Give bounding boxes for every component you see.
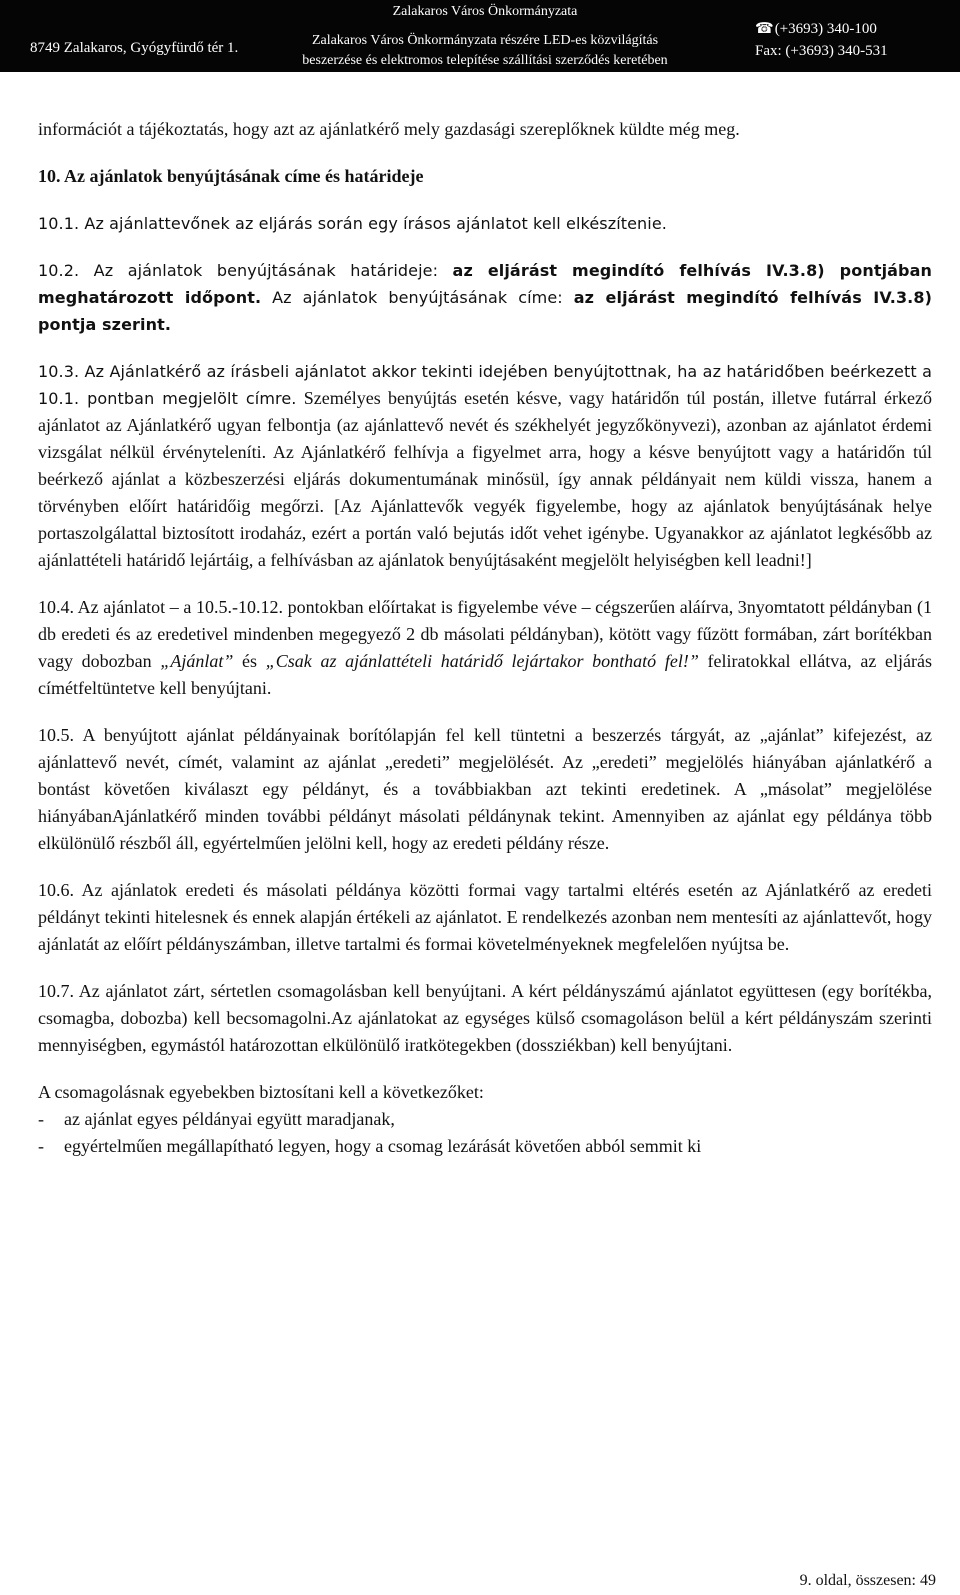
list-marker: - — [38, 1136, 44, 1156]
paragraph-10-7: 10.7. Az ajánlatot zárt, sértetlen csomagolásban kell benyújtani. A kért példányszámú ajánlatot együttesen (egy borítékba, csomagba, dobozba) kell becsomagolni.Az ajánlatokat az egységes külső csomagoláson belül a kért példányszám szerinti mennyiségben, egymástól határozottan elkülönülő iratkötegekben (dossziékban) kell benyújtani. — [38, 981, 932, 1055]
p10-2-bold-d: az eljárást megindító felhívás IV.3.8) pontja szerint. — [38, 288, 932, 334]
page-number: 9. oldal, összesen: 49 — [799, 1572, 936, 1589]
paragraph-10-2 — [38, 257, 932, 338]
p10-4-italic-d: „Csak az ajánlattételi határidő lejártakor bontható fel!” — [265, 651, 699, 671]
p10-3-text-b: Személyes benyújtás esetén késve, vagy határidőn túl postán, illetve futárral érkező ajánlatot az Ajánlatkérő ugyan felbontja (az ajánlattevő nevét és székhelyét jegyzőkönyvezi), azonban az ajánlatot érdemi vizsgálat nélkül érvényteleníti. — [38, 388, 932, 462]
paragraph-10-4 — [38, 594, 932, 702]
header-project-line1: Zalakaros Város Önkormányzata részére LED-es közvilágítás — [311, 33, 659, 48]
header-contact — [755, 18, 888, 62]
p10-4-text-c: és — [233, 651, 266, 671]
list-item-text: az ajánlat egyes példányai együtt maradjanak, — [64, 1109, 395, 1129]
header-phone: (+3693) 340-100 — [774, 21, 877, 37]
paragraph-10-1: 10.1. Az ajánlattevőnek az eljárás során egy írásos ajánlatot kell elkészítenie. — [38, 214, 667, 233]
paragraph-10-3 — [38, 358, 932, 574]
document-body — [38, 116, 932, 1160]
section-heading: 10. Az ajánlatok benyújtásának címe és határideje — [38, 166, 424, 186]
p10-3-text-a: 10.3. Az Ajánlatkérő az írásbeli ajánlatot akkor tekinti idejében benyújtottnak, ha az határidőben beérkezett a 10.1. pontban megjelölt címre. — [38, 362, 932, 408]
p10-2-bold-b: az eljárást megindító felhívás IV.3.8) pontjában meghatározott időpont. — [38, 261, 932, 307]
p10-2-text-a: 10.2. Az ajánlatok benyújtásának határideje: — [38, 261, 453, 280]
p10-4-text-a: 10.4. Az ajánlatot – a 10.5.-10.12. pontokban előírtakat is figyelembe véve – cégszerűen aláírva, 3nyomtatott példányban (1 db eredeti és az eredetivel mindenben megegyező 2 db másolati példányban), kötött vagy fűzött formában, zárt borítékban vagy dobozban — [38, 597, 932, 671]
paragraph-intro: információt a tájékoztatás, hogy azt az ajánlatkérő mely gazdasági szereplőknek küldte még meg. — [38, 119, 740, 139]
list-marker: - — [38, 1109, 44, 1129]
telephone-icon: ☎ — [755, 21, 774, 37]
list-item-text: egyértelműen megállapítható legyen, hogy a csomag lezárását követően abból semmit ki — [64, 1136, 702, 1156]
p10-4-italic-b: „Ajánlat” — [160, 651, 234, 671]
list-item — [38, 1106, 932, 1133]
p10-3-text-c: Az Ajánlatkérő felhívja a figyelmet arra, hogy a késve benyújtott vagy a határidőn túl beérkező ajánlat a közbeszerzési eljárás dokumentumának minősül, így annak példányait nem küldi vissza, hanem a törvényben előírt határidőig megőrzi. [Az Ajánlattevők vegyék figyelembe, hogy az ajánlatok benyújtásának helye portaszolgálattal biztosított irodaház, ezért a portán való bejutás időt vehet igénybe. Ugyanakkor az ajánlatot legkésőbb az ajánlattételi határidő lejártáig, a felhívásban az ajánlatok benyújtásaként megjelölt helyiségben kell leadni!] — [38, 442, 932, 570]
header-address: 8749 Zalakaros, Gyógyfürdő tér 1. — [30, 40, 239, 56]
header-org: Zalakaros Város Önkormányzata — [392, 4, 578, 19]
p10-2-text-c: Az ajánlatok benyújtásának címe: — [261, 288, 574, 307]
paragraph-10-5: 10.5. A benyújtott ajánlat példányainak borítólapján fel kell tüntetni a beszerzés tárgyát, az „ajánlat” kifejezést, az ajánlattevő nevét, címét, valamint az ajánlat „eredeti” megjelölését. Az „eredeti” megjelölés hiányában ajánlatkérő a bontást követően kiválaszt egy példányt, és a továbbiakban azt tekinti eredetinek. A „másolat” megjelölése hiányábanAjánlatkérő minden további példányt másolati példánynak tekint. Amennyiben az ajánlat egy példánya több elkülönülő részből áll, egyértelműen jelölni kell, hogy az eredeti példány része. — [38, 725, 932, 853]
page-header — [0, 0, 960, 72]
header-project — [245, 31, 725, 71]
paragraph-packaging: A csomagolásnak egyebekben biztosítani kell a következőket: — [38, 1082, 484, 1102]
header-fax: Fax: (+3693) 340-531 — [755, 43, 888, 59]
p10-4-text-e: feliratokkal ellátva, az eljárás címétfeltüntetve kell benyújtani. — [38, 651, 932, 698]
header-project-line2: beszerzése és elektromos telepítése szállítási szerződés keretében — [302, 53, 668, 68]
paragraph-10-6: 10.6. Az ajánlatok eredeti és másolati példánya közötti formai vagy tartalmi eltérés esetén az Ajánlatkérő az eredeti példányt tekinti hitelesnek és ennek alapján értékeli az ajánlatot. E rendelkezés azonban nem mentesíti az ajánlattevőt, hogy ajánlatát az előírt példányszámban, illetve tartalmi és formai követelményeknek megfelelően nyújtsa be. — [38, 880, 932, 954]
list-item — [38, 1133, 932, 1160]
